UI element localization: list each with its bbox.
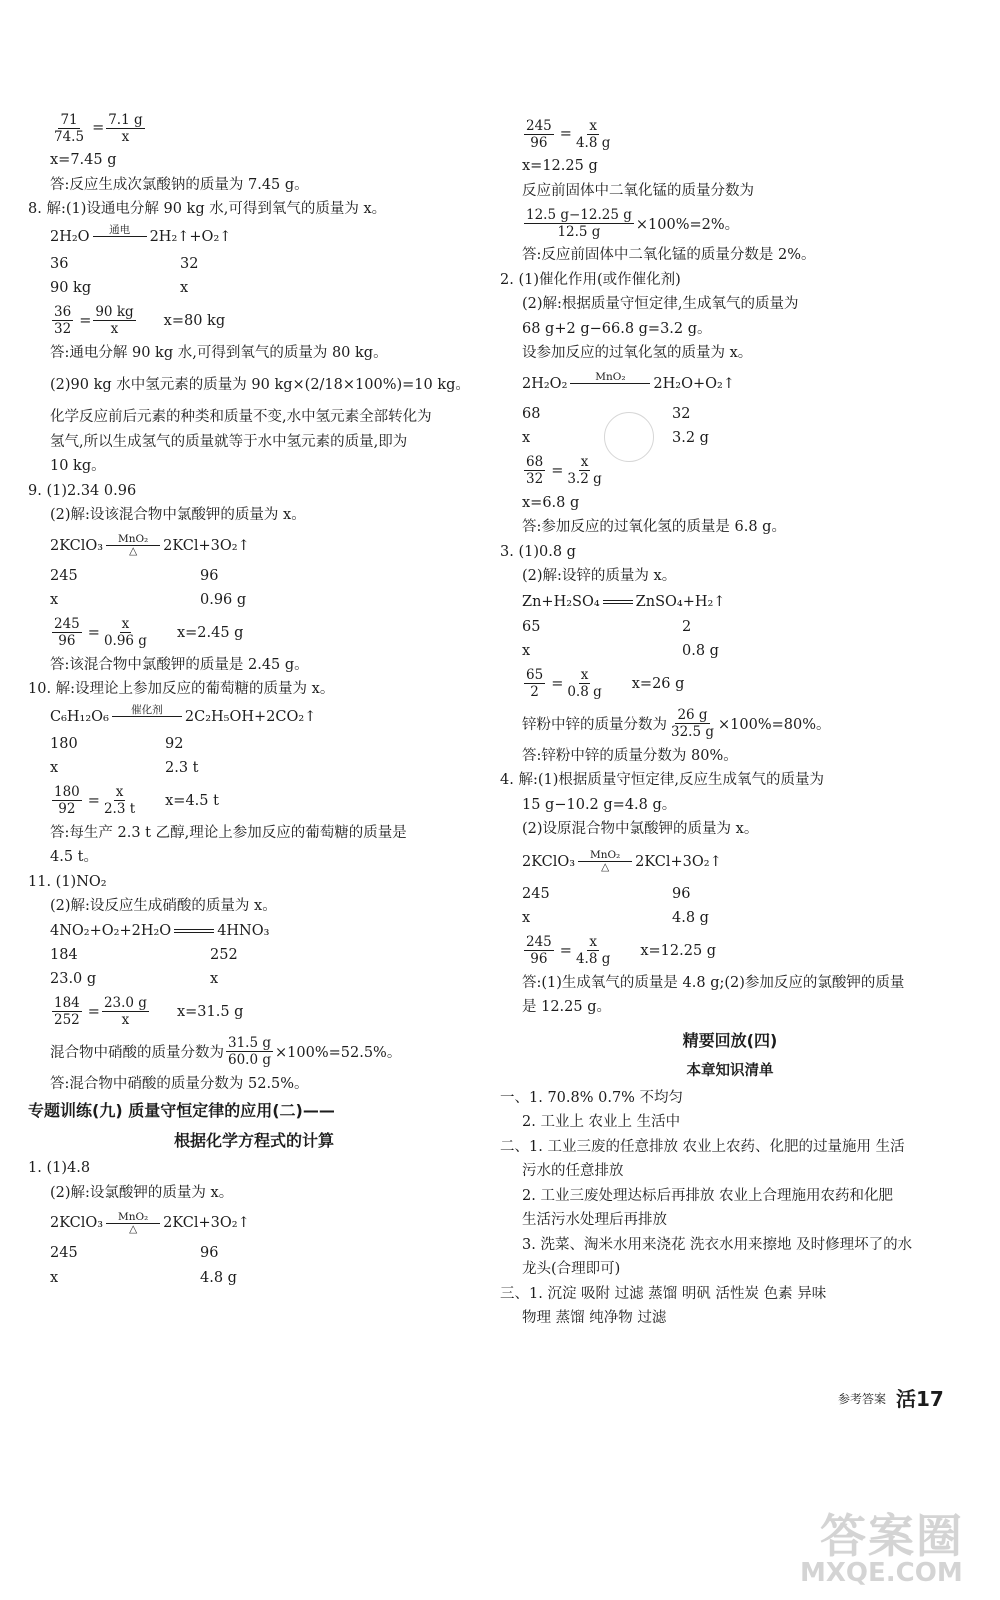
chemical-equation: 2H₂O 通电 2H₂↑+O₂↑ bbox=[50, 224, 232, 245]
mass-row: 65 2 bbox=[522, 618, 692, 635]
text-line: (2)解:根据质量守恒定律,生成氧气的质量为 bbox=[522, 296, 799, 312]
seal-stamp bbox=[604, 412, 654, 462]
exercise-1: 1. (1)4.8 bbox=[28, 1160, 91, 1176]
given-row: x 4.8 g bbox=[50, 1269, 237, 1286]
chemical-equation: 2KClO₃ MnO₂ △ 2KCl+3O₂↑ bbox=[50, 1210, 250, 1235]
knowledge-item: 生活污水处理后再排放 bbox=[522, 1212, 667, 1228]
knowledge-item: 一、1. 70.8% 0.7% 不均匀 bbox=[500, 1089, 684, 1106]
mass-row: 68 32 bbox=[522, 405, 691, 422]
chemical-equation: Zn+H₂SO₄ ZnSO₄+H₂↑ bbox=[522, 593, 726, 610]
text-line: (2)解:设锌的质量为 x。 bbox=[522, 568, 677, 584]
percentage-row: $\frac{12.5 g-12.25 g}{12.5 g}$ ×100%=2%。 bbox=[526, 206, 740, 240]
fraction-row: $\frac{245}{96}$ = $\frac{x}{4.8 g}$ x=12.25 g bbox=[526, 934, 717, 967]
knowledge-item: 2. 工业三废处理达标后再排放 农业上合理施用农药和化肥 bbox=[522, 1187, 894, 1204]
knowledge-item: 2. 工业上 农业上 生活中 bbox=[522, 1114, 681, 1130]
mass-row: 36 32 bbox=[50, 255, 199, 272]
problem-3: 3. (1)0.8 g bbox=[500, 543, 576, 560]
left-column bbox=[28, 108, 480, 1290]
result-line: x=12.25 g bbox=[522, 158, 598, 174]
mass-row: 184 252 bbox=[50, 946, 238, 963]
given-row: x 4.8 g bbox=[522, 910, 709, 926]
problem-9: 9. (1)2.34 0.96 bbox=[28, 482, 137, 499]
text-line: 10 kg。 bbox=[50, 458, 106, 474]
mass-row: 180 92 bbox=[50, 735, 184, 752]
fraction-row: $\frac{36}{32}$ = $\frac{90 kg}{x}$ x=80 kg bbox=[54, 304, 226, 337]
answer-line: 4.5 t。 bbox=[50, 849, 98, 865]
given-row: x 0.8 g bbox=[522, 643, 719, 659]
given-row: 23.0 g x bbox=[50, 971, 219, 987]
chemical-equation: 2H₂O₂ MnO₂ 2H₂O+O₂↑ bbox=[522, 371, 735, 392]
knowledge-list-heading: 本章知识清单 bbox=[686, 1062, 774, 1079]
knowledge-item: 龙头(合理即可) bbox=[522, 1261, 621, 1277]
answer-line: 是 12.25 g。 bbox=[522, 999, 612, 1015]
answer-line: 答:混合物中硝酸的质量分数为 52.5%。 bbox=[50, 1075, 309, 1092]
fraction-row: $\frac{68}{32}$ = $\frac{x}{3.2 g}$ bbox=[526, 454, 602, 487]
chemical-equation: 4NO₂+O₂+2H₂O 4HNO₃ bbox=[50, 922, 270, 939]
problem-10: 10. 解:设理论上参加反应的葡萄糖的质量为 x。 bbox=[28, 681, 335, 697]
mass-row: 245 96 bbox=[522, 885, 691, 902]
result-line: x=6.8 g bbox=[522, 494, 580, 511]
text-line: 设参加反应的过氧化氢的质量为 x。 bbox=[522, 345, 753, 361]
fraction-row: $\frac{180}{92}$ = $\frac{x}{2.3 t}$ x=4.5 t bbox=[54, 784, 219, 817]
answer-line: 答:锌粉中锌的质量分数为 80%。 bbox=[522, 747, 738, 764]
watermark-logo: 答案圈 bbox=[820, 1509, 964, 1563]
chemical-equation: 2KClO₃ MnO₂ △ 2KCl+3O₂↑ bbox=[50, 533, 250, 557]
answer-line: 答:(1)生成氧气的质量是 4.8 g;(2)参加反应的氯酸钾的质量 bbox=[522, 974, 905, 991]
fraction-row: $\frac{245}{96}$ = $\frac{x}{4.8 g}$ bbox=[526, 117, 611, 151]
text-line: 反应前固体中二氧化锰的质量分数为 bbox=[522, 182, 754, 199]
section-subtitle: 根据化学方程式的计算 bbox=[173, 1131, 334, 1150]
section-title: 专题训练(九) 质量守恒定律的应用(二)—— bbox=[28, 1101, 335, 1120]
right-column bbox=[500, 114, 960, 1331]
answer-line: 答:通电分解 90 kg 水,可得到氧气的质量为 80 kg。 bbox=[50, 344, 388, 361]
text-line: (2)解:设氯酸钾的质量为 x。 bbox=[50, 1184, 234, 1201]
fraction-row: $\frac{71}{74.5}$ = $\frac{7.1 g}{x}$ bbox=[54, 111, 143, 145]
problem-8: 8. 解:(1)设通电分解 90 kg 水,可得到氧气的质量为 x。 bbox=[28, 201, 387, 217]
watermark-url: MXQE.COM bbox=[800, 1558, 963, 1588]
answer-line: 答:反应生成次氯酸钠的质量为 7.45 g。 bbox=[50, 176, 309, 193]
text-line: 化学反应前后元素的种类和质量不变,水中氢元素全部转化为 bbox=[50, 409, 432, 425]
text-line: (2)解:设该混合物中氯酸钾的质量为 x。 bbox=[50, 507, 306, 523]
given-row: 90 kg x bbox=[50, 280, 189, 296]
answer-line: 答:反应前固体中二氧化锰的质量分数是 2%。 bbox=[522, 247, 816, 263]
knowledge-item: 3. 洗菜、淘米水用来浇花 洗衣水用来擦地 及时修理坏了的水 bbox=[522, 1236, 913, 1253]
review-heading: 精要回放(四) bbox=[682, 1030, 778, 1050]
mass-row: 245 96 bbox=[50, 567, 219, 584]
problem-4: 4. 解:(1)根据质量守恒定律,反应生成氧气的质量为 bbox=[500, 772, 824, 788]
text-line: 氢气,所以生成氢气的质量就等于水中氢元素的质量,即为 bbox=[50, 433, 408, 450]
text-line: (2)设原混合物中氯酸钾的质量为 x。 bbox=[522, 821, 759, 837]
fraction-row: $\frac{184}{252}$ = $\frac{23.0 g}{x}$ x=31.5 g bbox=[54, 995, 244, 1028]
text-line: (2)90 kg 水中氢元素的质量为 90 kg×(2/18×100%)=10 kg。 bbox=[50, 377, 470, 393]
knowledge-item: 污水的任意排放 bbox=[522, 1163, 624, 1179]
percentage-row: 锌粉中锌的质量分数为 $\frac{26 g}{32.5 g}$ ×100%=80%。 bbox=[522, 707, 831, 740]
given-row: x 3.2 g bbox=[522, 430, 709, 446]
given-row: x 0.96 g bbox=[50, 592, 247, 608]
text-line: 68 g+2 g−66.8 g=3.2 g。 bbox=[522, 320, 712, 337]
chemical-equation: C₆H₁₂O₆ 催化剂 2C₂H₅OH+2CO₂↑ bbox=[50, 704, 317, 725]
result-line: x=7.45 g bbox=[50, 152, 117, 168]
footer-label: 参考答案 bbox=[838, 1392, 887, 1406]
knowledge-item: 物理 蒸馏 纯净物 过滤 bbox=[522, 1310, 667, 1326]
answer-line: 答:该混合物中氯酸钾的质量是 2.45 g。 bbox=[50, 656, 309, 673]
mass-row: 245 96 bbox=[50, 1245, 219, 1261]
page-number: 活17 bbox=[896, 1387, 944, 1411]
fraction-row: $\frac{65}{2}$ = $\frac{x}{0.8 g}$ x=26 g bbox=[526, 667, 685, 700]
text-line: (2)解:设反应生成硝酸的质量为 x。 bbox=[50, 898, 277, 914]
given-row: x 2.3 t bbox=[50, 760, 199, 776]
answer-line: 答:参加反应的过氧化氢的质量是 6.8 g。 bbox=[522, 519, 786, 535]
text-line: 15 g−10.2 g=4.8 g。 bbox=[522, 796, 677, 813]
fraction-row: $\frac{245}{96}$ = $\frac{x}{0.96 g}$ x=2.45 g bbox=[54, 616, 244, 649]
problem-11: 11. (1)NO₂ bbox=[28, 873, 107, 890]
percentage-row: 混合物中硝酸的质量分数为 $\frac{31.5 g}{60.0 g}$ ×100%=52.5%。 bbox=[50, 1035, 402, 1068]
knowledge-item: 三、1. 沉淀 吸附 过滤 蒸馏 明矾 活性炭 色素 异味 bbox=[500, 1285, 827, 1302]
answer-line: 答:每生产 2.3 t 乙醇,理论上参加反应的葡萄糖的质量是 bbox=[50, 824, 407, 841]
knowledge-item: 二、1. 工业三废的任意排放 农业上农药、化肥的过量施用 生活 bbox=[500, 1138, 905, 1155]
chemical-equation: 2KClO₃ MnO₂ △ 2KCl+3O₂↑ bbox=[522, 849, 722, 873]
problem-2: 2. (1)催化作用(或作催化剂) bbox=[500, 271, 681, 288]
